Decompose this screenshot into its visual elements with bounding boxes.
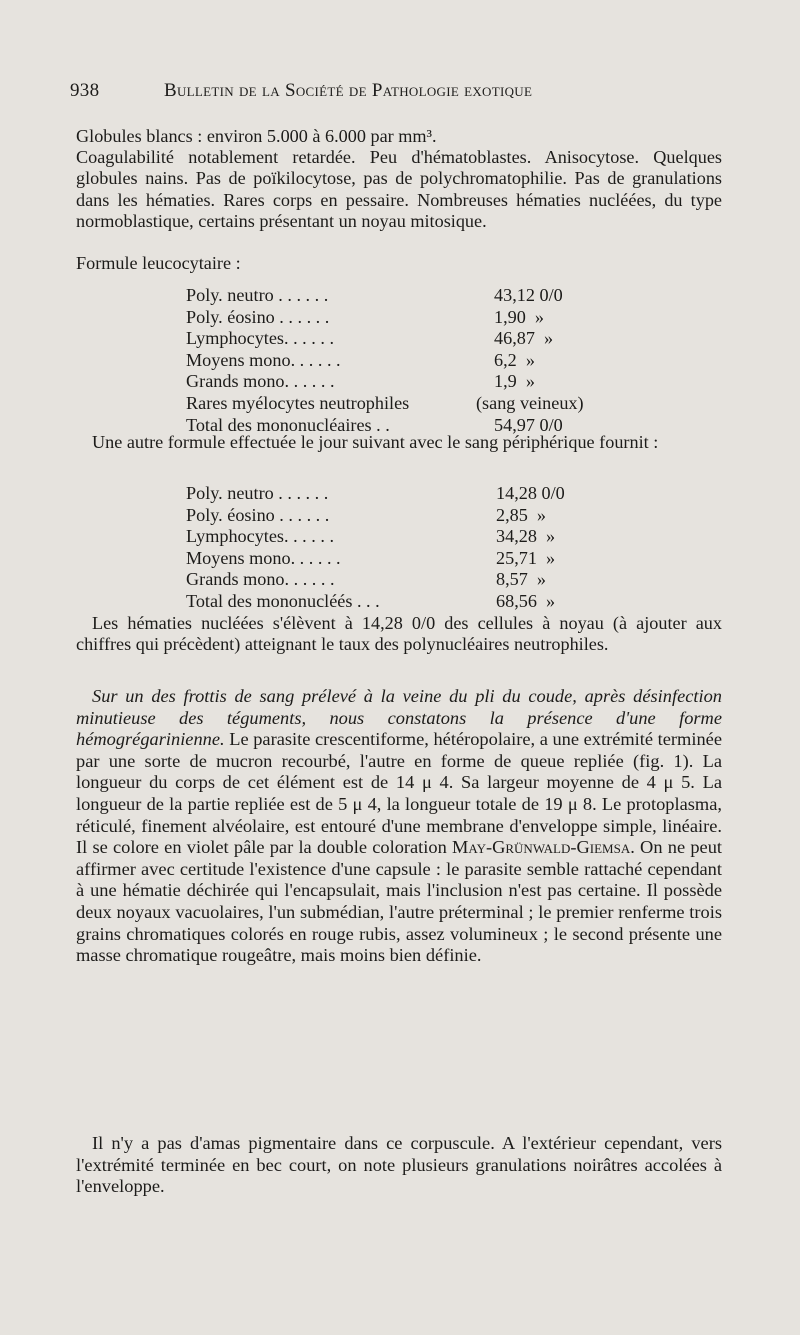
blood-description-paragraph: Coagulabilité notablement retardée. Peu d'hématoblastes. Anisocytose. Quelques globules nains. Pas de poïkilocytose, pas de polychromatophilie. Pas de granulations dans les hématies. Rares corps en pessaire. Nombreuses hématies nucléées, du type normoblastique, certains présentant un noyau mitosique. [76, 147, 722, 231]
percentage-value: 34,28 » [496, 526, 556, 547]
pigment-paragraph: Il n'y a pas d'amas pigmentaire dans ce corpuscule. A l'extérieur cependant, vers l'extrémité terminée en bec court, on note plusieurs granulations noirâtres accolées à l'enveloppe. [76, 1133, 722, 1197]
cell-type-label: Lymphocytes. . . . . . [186, 526, 335, 547]
smear-observation-italic: Sur un des frottis de sang prélevé à la veine du pli du coude, après désinfection minutieuse des téguments, nous constatons la présence d'une forme hémogrégarinienne. [76, 686, 722, 750]
formula-heading: Formule leucocytaire : [76, 253, 241, 273]
parasite-text-part2: . On ne peut affirmer avec certitude l'existence d'une capsule : le parasite semble rattaché cependant à une hématie déchirée qui l'encapsulait, mais l'inclusion n'est pas certaine. Il possède deux noyaux vacuolaires, l'un submédian, l'autre préterminal ; le premier renferme trois grains chromatiques colorés en rouge rubis, assez volumineux ; le second présente une masse chromatique rougeâtre, mais moins bien définie. [76, 837, 722, 966]
percentage-value: 14,28 0/0 [496, 483, 565, 503]
percentage-value: (sang veineux) [476, 392, 584, 413]
percentage-value: 2,85 » [496, 504, 547, 525]
percentage-value: 6,2 » [494, 349, 535, 370]
nucleated-cells-paragraph: Les hématies nucléées s'élèvent à 14,28 0/0 des cellules à noyau (à ajouter aux chiffres qui précèdent) atteignant le taux des polynucléaires neutrophiles. [76, 613, 722, 655]
stain-name: May-Grünwald-Giemsa [452, 837, 631, 858]
journal-title: Bulletin de la Société de Pathologie exotique [164, 80, 533, 101]
parasite-text-part1: Le parasite crescentiforme, hétéropolaire, a une extrémité terminée par une sorte de mucron recourbé, l'autre en forme de queue repliée (fig. 1). La longueur du corps de cet élément est de 14 μ 4. Sa largeur moyenne de 4 μ 5. La longueur de la partie repliée est de 5 μ 4, la longueur totale de 19 μ 8. Le protoplasma, réticulé, finement alvéolaire, est entouré d'une membrane d'enveloppe simple, linéaire. Il se colore en violet pâle par la double coloration [76, 729, 722, 858]
cell-type-label: Grands mono. . . . . . [186, 569, 335, 590]
cell-type-label: Moyens mono. . . . . . [186, 349, 341, 370]
percentage-value: 1,90 » [494, 306, 545, 327]
parasite-description-paragraph [76, 686, 722, 967]
white-cells-line: Globules blancs : environ 5.000 à 6.000 par mm³. [76, 126, 437, 146]
page-number: 938 [70, 80, 100, 101]
cell-type-label: Moyens mono. . . . . . [186, 547, 341, 568]
percentage-value: 54,97 0/0 [494, 414, 563, 435]
percentage-value: 68,56 » [496, 590, 556, 611]
cell-type-label: Total des mononucléaires . . [186, 414, 390, 435]
cell-type-label: Poly. neutro . . . . . . [186, 285, 329, 305]
second-formula-intro: Une autre formule effectuée le jour suivant avec le sang périphérique fournit : [92, 432, 659, 452]
percentage-value: 25,71 » [496, 547, 556, 568]
cell-type-label: Rares myélocytes neutrophiles [186, 392, 410, 413]
cell-type-label: Poly. éosino . . . . . . [186, 306, 330, 327]
cell-type-label: Grands mono. . . . . . [186, 371, 335, 392]
cell-type-label: Poly. éosino . . . . . . [186, 504, 330, 525]
percentage-value: 46,87 » [494, 328, 554, 349]
cell-type-label: Poly. neutro . . . . . . [186, 483, 329, 503]
percentage-value: 8,57 » [496, 569, 547, 590]
percentage-value: 43,12 0/0 [494, 285, 563, 305]
percentage-value: 1,9 » [494, 371, 535, 392]
cell-type-label: Total des mononucléés . . . [186, 590, 380, 611]
cell-type-label: Lymphocytes. . . . . . [186, 328, 335, 349]
